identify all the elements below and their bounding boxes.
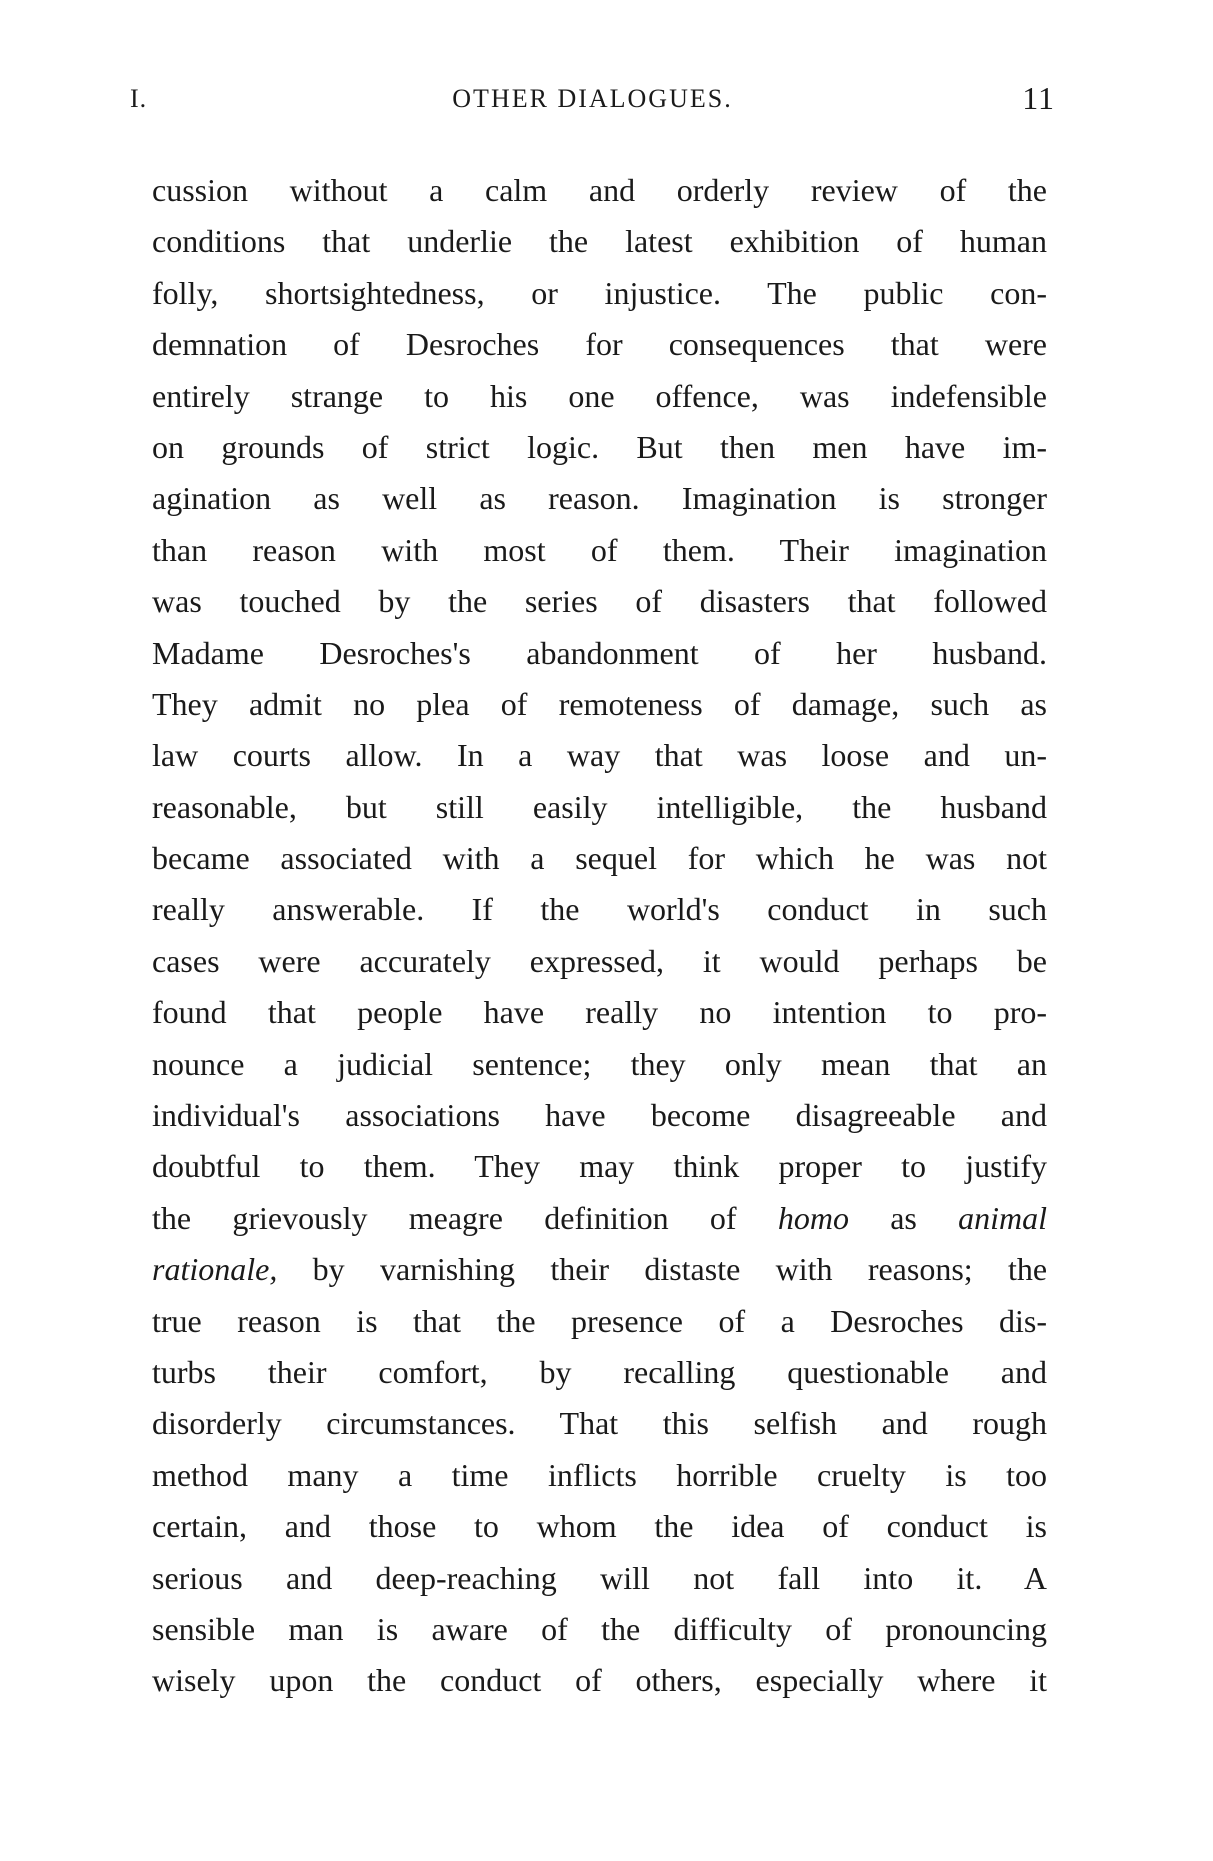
text-line: true reason is that the presence of a Desroches dis- xyxy=(152,1302,1047,1339)
text-line: They admit no plea of remoteness of damage, such as xyxy=(152,685,1047,722)
section-number: I. xyxy=(130,84,148,113)
text-line: really answerable. If the world's conduct in such xyxy=(152,891,1047,928)
italic-word: rationale, xyxy=(152,1251,278,1288)
text-line: entirely strange to his one offence, was indefensible xyxy=(152,377,1047,414)
italic-word: animal xyxy=(958,1199,1048,1236)
text-line: nounce a judicial sentence; they only mean that an xyxy=(152,1045,1047,1082)
text-line: certain, and those to whom the idea of conduct is xyxy=(152,1508,1047,1545)
text-line: wisely upon the conduct of others, especially where it xyxy=(152,1662,1047,1699)
text-line: conditions that underlie the latest exhibition of human xyxy=(152,223,1047,260)
text-line: reasonable, but still easily intelligible, the husband xyxy=(152,788,1047,825)
italic-word: homo xyxy=(777,1199,849,1236)
text-line: cases were accurately expressed, it would perhaps be xyxy=(152,942,1047,979)
text-line: law courts allow. In a way that was loose and un- xyxy=(152,737,1047,774)
running-head xyxy=(130,80,1055,124)
text-line: serious and deep-reaching will not fall into it. A xyxy=(152,1559,1047,1596)
text-line: doubtful to them. They may think proper to justify xyxy=(152,1148,1047,1185)
text-line: individual's associations have become disagreeable and xyxy=(152,1097,1047,1134)
text-line: than reason with most of them. Their imagination xyxy=(152,531,1047,568)
text-line: disorderly circumstances. That this selfish and rough xyxy=(152,1405,1047,1442)
text-line: became associated with a sequel for which he was not xyxy=(152,840,1047,877)
text-line: cussion without a calm and orderly review of the xyxy=(152,172,1047,208)
text-line: Madame Desroches's abandonment of her husband. xyxy=(152,634,1047,671)
text-line: turbs their comfort, by recalling questionable and xyxy=(152,1353,1047,1390)
text-line: found that people have really no intention to pro- xyxy=(152,994,1047,1031)
text-line: was touched by the series of disasters that followed xyxy=(152,583,1047,620)
text-line: agination as well as reason. Imagination is stronger xyxy=(152,480,1047,517)
text-line: demnation of Desroches for consequences that were xyxy=(152,326,1047,363)
body-text xyxy=(152,165,1047,1707)
text-line: method many a time inflicts horrible cruelty is too xyxy=(152,1456,1047,1493)
page-number: 11 xyxy=(1022,80,1055,116)
text-line: rationale, by varnishing their distaste with reasons; the xyxy=(152,1251,1048,1288)
text-line: on grounds of strict logic. But then men have im- xyxy=(152,428,1047,465)
text-line: folly, shortsightedness, or injustice. The public con- xyxy=(152,274,1047,311)
text-line: sensible man is aware of the difficulty of pronouncing xyxy=(152,1610,1047,1647)
running-title: OTHER DIALOGUES. xyxy=(452,84,733,113)
text-line: the grievously meagre definition of homo as animal xyxy=(152,1199,1048,1236)
